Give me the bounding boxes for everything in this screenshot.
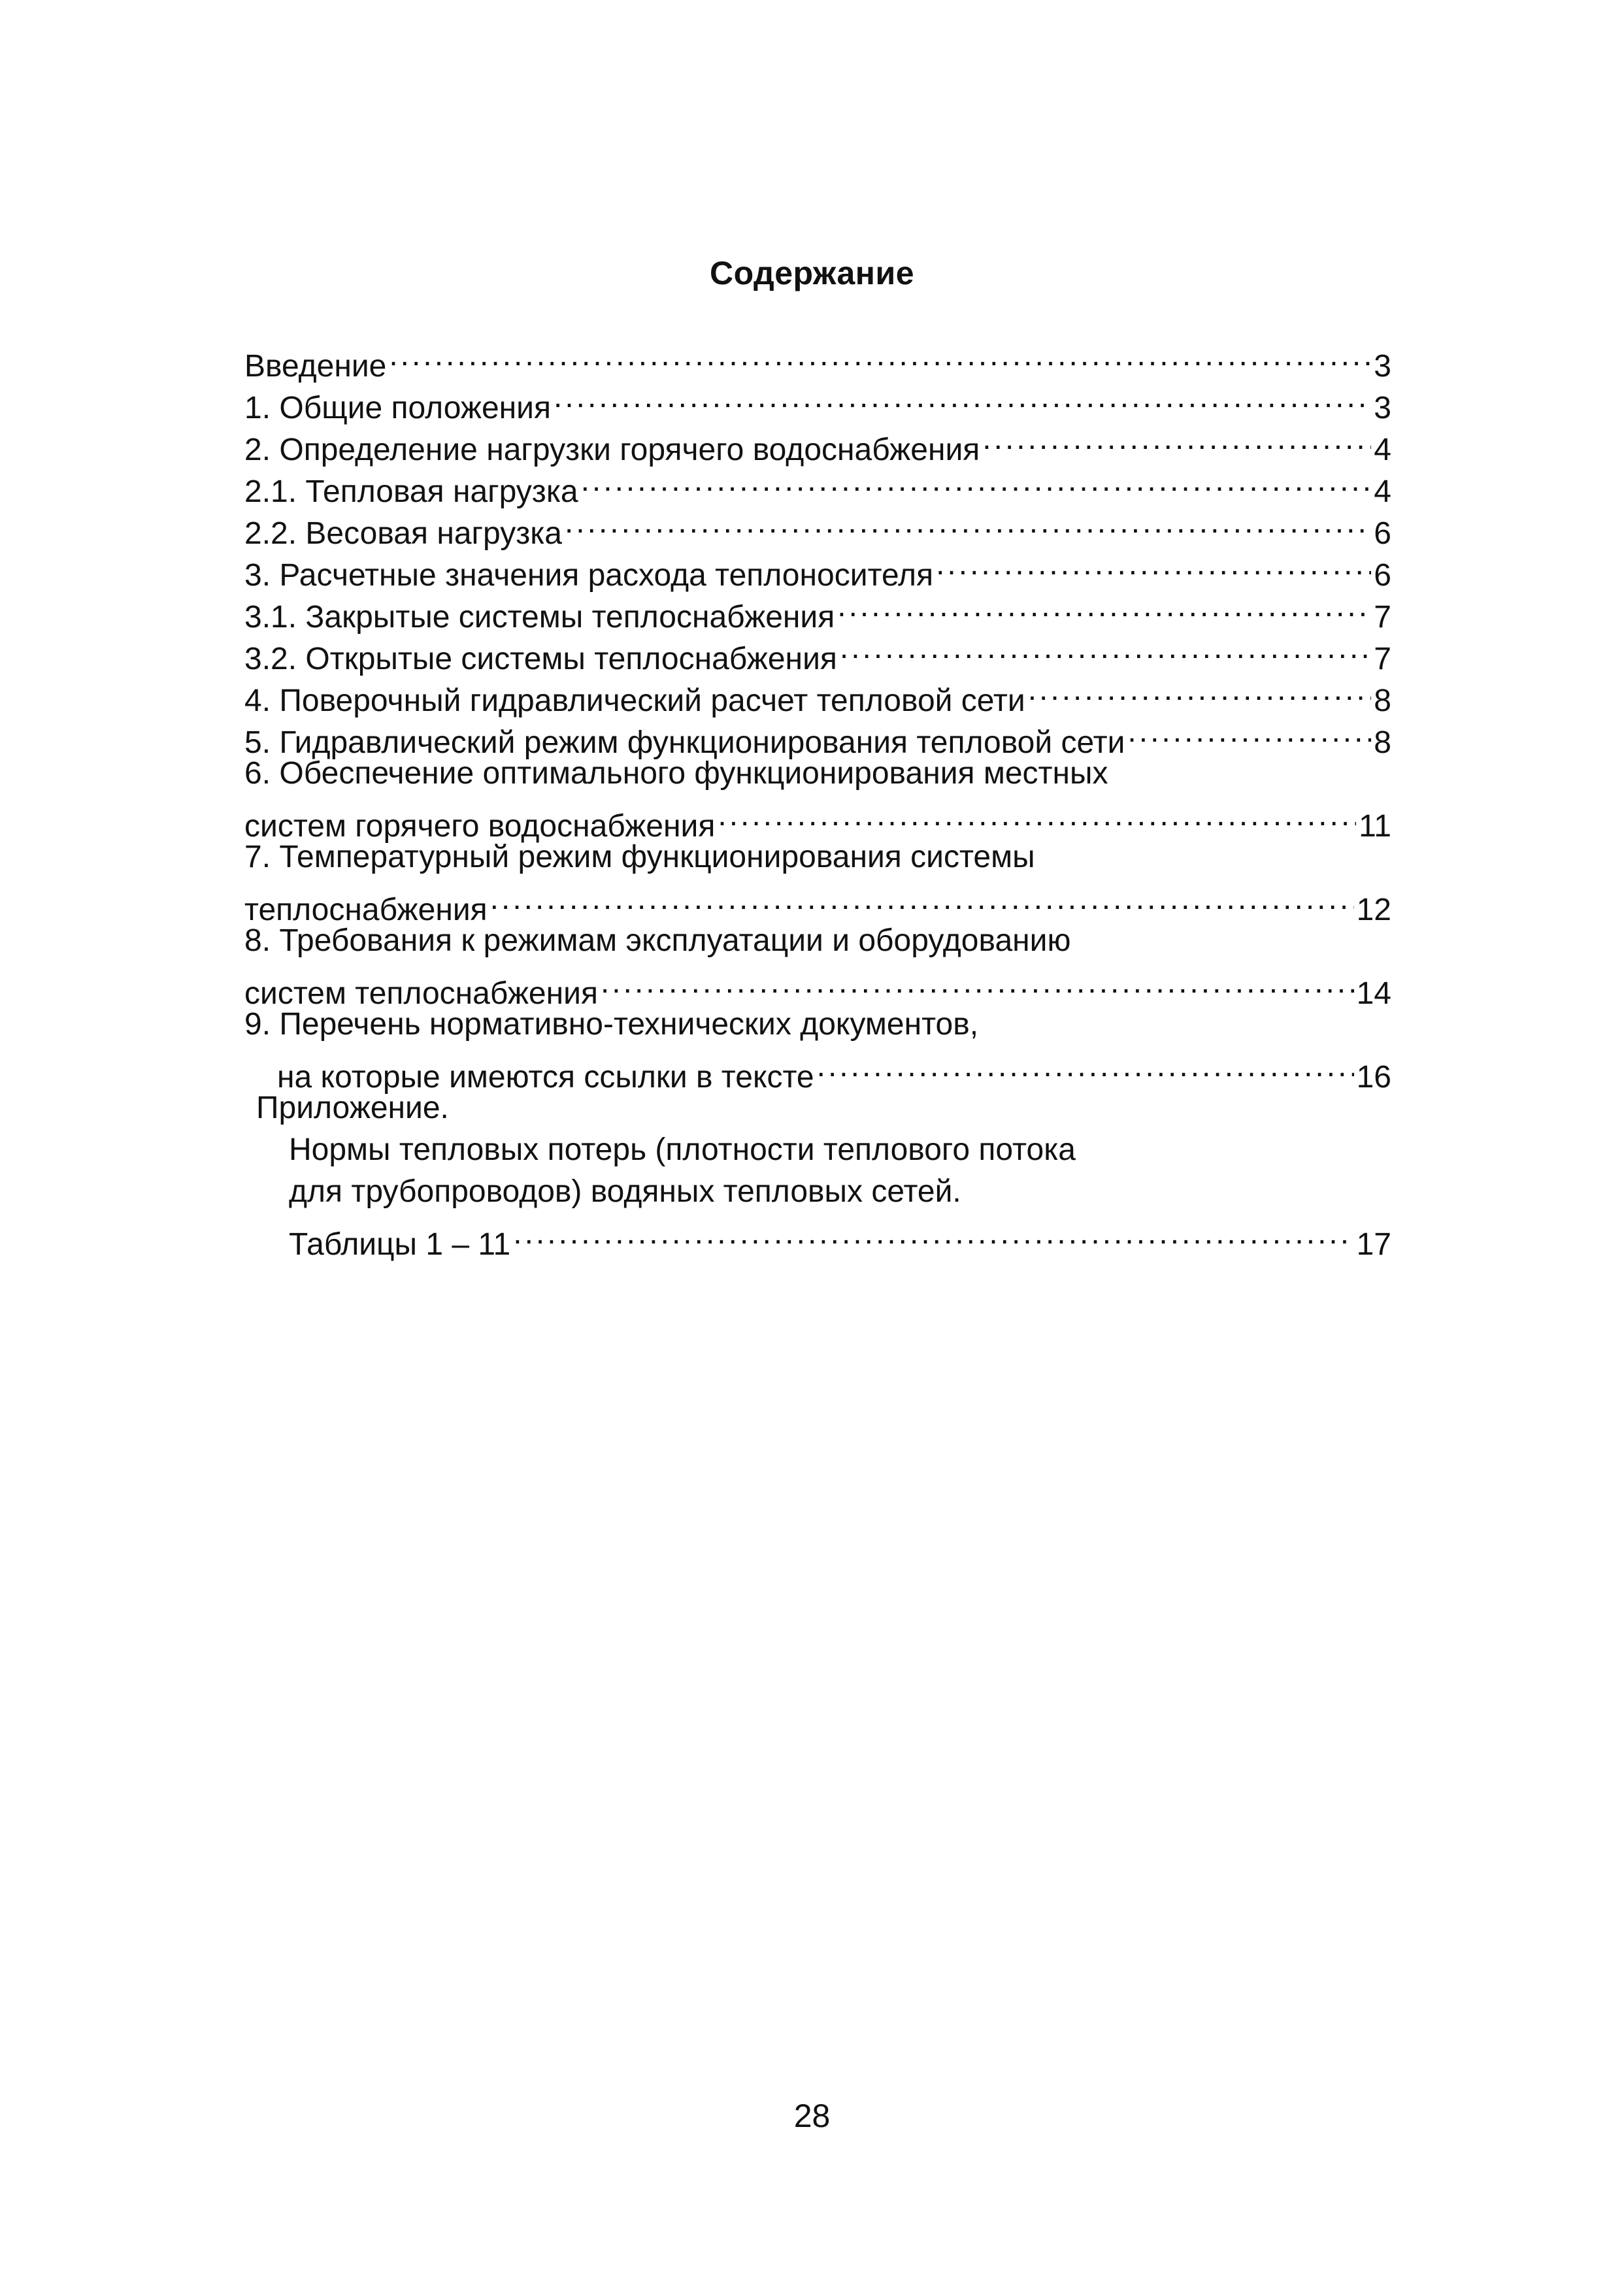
toc-dot-leader: [389, 335, 1371, 376]
toc-entry-text: 3. Расчетные значения расхода теплоносителя: [244, 558, 934, 593]
toc-entry-text: 7. Температурный режим функционирования системы: [244, 840, 1035, 874]
toc-page-number: 4: [1374, 474, 1391, 509]
toc-entry-text: 3.1. Закрытые системы теплоснабжения: [244, 600, 835, 635]
toc-page-number: 3: [1374, 391, 1391, 425]
toc-dot-leader: [1127, 711, 1371, 753]
page-number: 28: [793, 2098, 831, 2134]
toc-page-number: 12: [1356, 893, 1391, 927]
toc-entry-text: 5. Гидравлический режим функционирования тепловой сети: [244, 725, 1125, 760]
toc-dot-leader: [936, 544, 1371, 585]
toc-dot-leader: [982, 418, 1371, 460]
toc-page-number: 6: [1374, 516, 1391, 551]
toc-entry-appendix[interactable]: [244, 1087, 1391, 1262]
toc-dot-leader: [513, 1213, 1353, 1255]
toc-entry-text: теплоснабжения: [244, 893, 488, 927]
toc-entry-text: на которые имеются ссылки в тексте: [277, 1060, 814, 1095]
toc-dot-leader: [718, 795, 1356, 836]
toc-entry-text: систем горячего водоснабжения: [244, 809, 716, 844]
table-of-contents: [244, 335, 1391, 1262]
toc-entry-6[interactable]: [244, 753, 1391, 844]
toc-entry-text: Нормы тепловых потерь (плотности теплового потока: [289, 1132, 1076, 1167]
toc-page-number: 16: [1356, 1060, 1391, 1095]
toc-entry-text: систем теплоснабжения: [244, 976, 598, 1011]
toc-entry-9[interactable]: [244, 1004, 1391, 1095]
toc-page-number: 4: [1374, 433, 1391, 467]
toc-entry-text: 4. Поверочный гидравлический расчет тепловой сети: [244, 684, 1025, 718]
toc-dot-leader: [601, 962, 1354, 1004]
toc-entry-text: 2. Определение нагрузки горячего водоснабжения: [244, 433, 980, 467]
toc-entry-text: для трубопроводов) водяных тепловых сетей.: [289, 1174, 961, 1209]
toc-page-number: 7: [1374, 600, 1391, 635]
toc-entry-text: 6. Обеспечение оптимального функционирования местных: [244, 756, 1108, 791]
toc-entry-introduction[interactable]: [244, 335, 1391, 384]
toc-page-number: 11: [1359, 809, 1391, 844]
toc-page-number: 8: [1374, 725, 1391, 760]
toc-entry-text: 2.2. Весовая нагрузка: [244, 516, 562, 551]
toc-entry-text: 8. Требования к режимам эксплуатации и оборудованию: [244, 923, 1071, 958]
toc-dot-leader: [581, 460, 1372, 502]
toc-page-number: 14: [1356, 976, 1391, 1011]
page-title: Содержание: [709, 255, 915, 291]
toc-entry-text: Таблицы 1 – 11: [289, 1227, 511, 1262]
toc-page-number: 3: [1374, 349, 1391, 384]
toc-entry-text: Приложение.: [256, 1091, 449, 1125]
toc-page-number: 8: [1374, 684, 1391, 718]
toc-entry-text: 2.1. Тепловая нагрузка: [244, 474, 578, 509]
toc-page-number: 17: [1356, 1227, 1391, 1262]
toc-dot-leader: [565, 502, 1371, 544]
toc-page-number: 6: [1374, 558, 1391, 593]
toc-dot-leader: [837, 585, 1371, 627]
toc-page-number: 7: [1374, 642, 1391, 676]
toc-dot-leader: [817, 1046, 1354, 1087]
toc-entry-text: 1. Общие положения: [244, 391, 551, 425]
toc-entry-1[interactable]: [244, 376, 1391, 425]
toc-entry-7[interactable]: [244, 836, 1391, 927]
toc-dot-leader: [554, 376, 1371, 418]
toc-entry-text: 3.2. Открытые системы теплоснабжения: [244, 642, 837, 676]
toc-dot-leader: [840, 627, 1371, 669]
toc-entry-text: Введение: [244, 349, 387, 384]
toc-entry-8[interactable]: [244, 920, 1391, 1011]
toc-dot-leader: [1028, 669, 1372, 711]
toc-dot-leader: [490, 878, 1354, 920]
toc-entry-text: 9. Перечень нормативно-технических документов,: [244, 1007, 979, 1042]
